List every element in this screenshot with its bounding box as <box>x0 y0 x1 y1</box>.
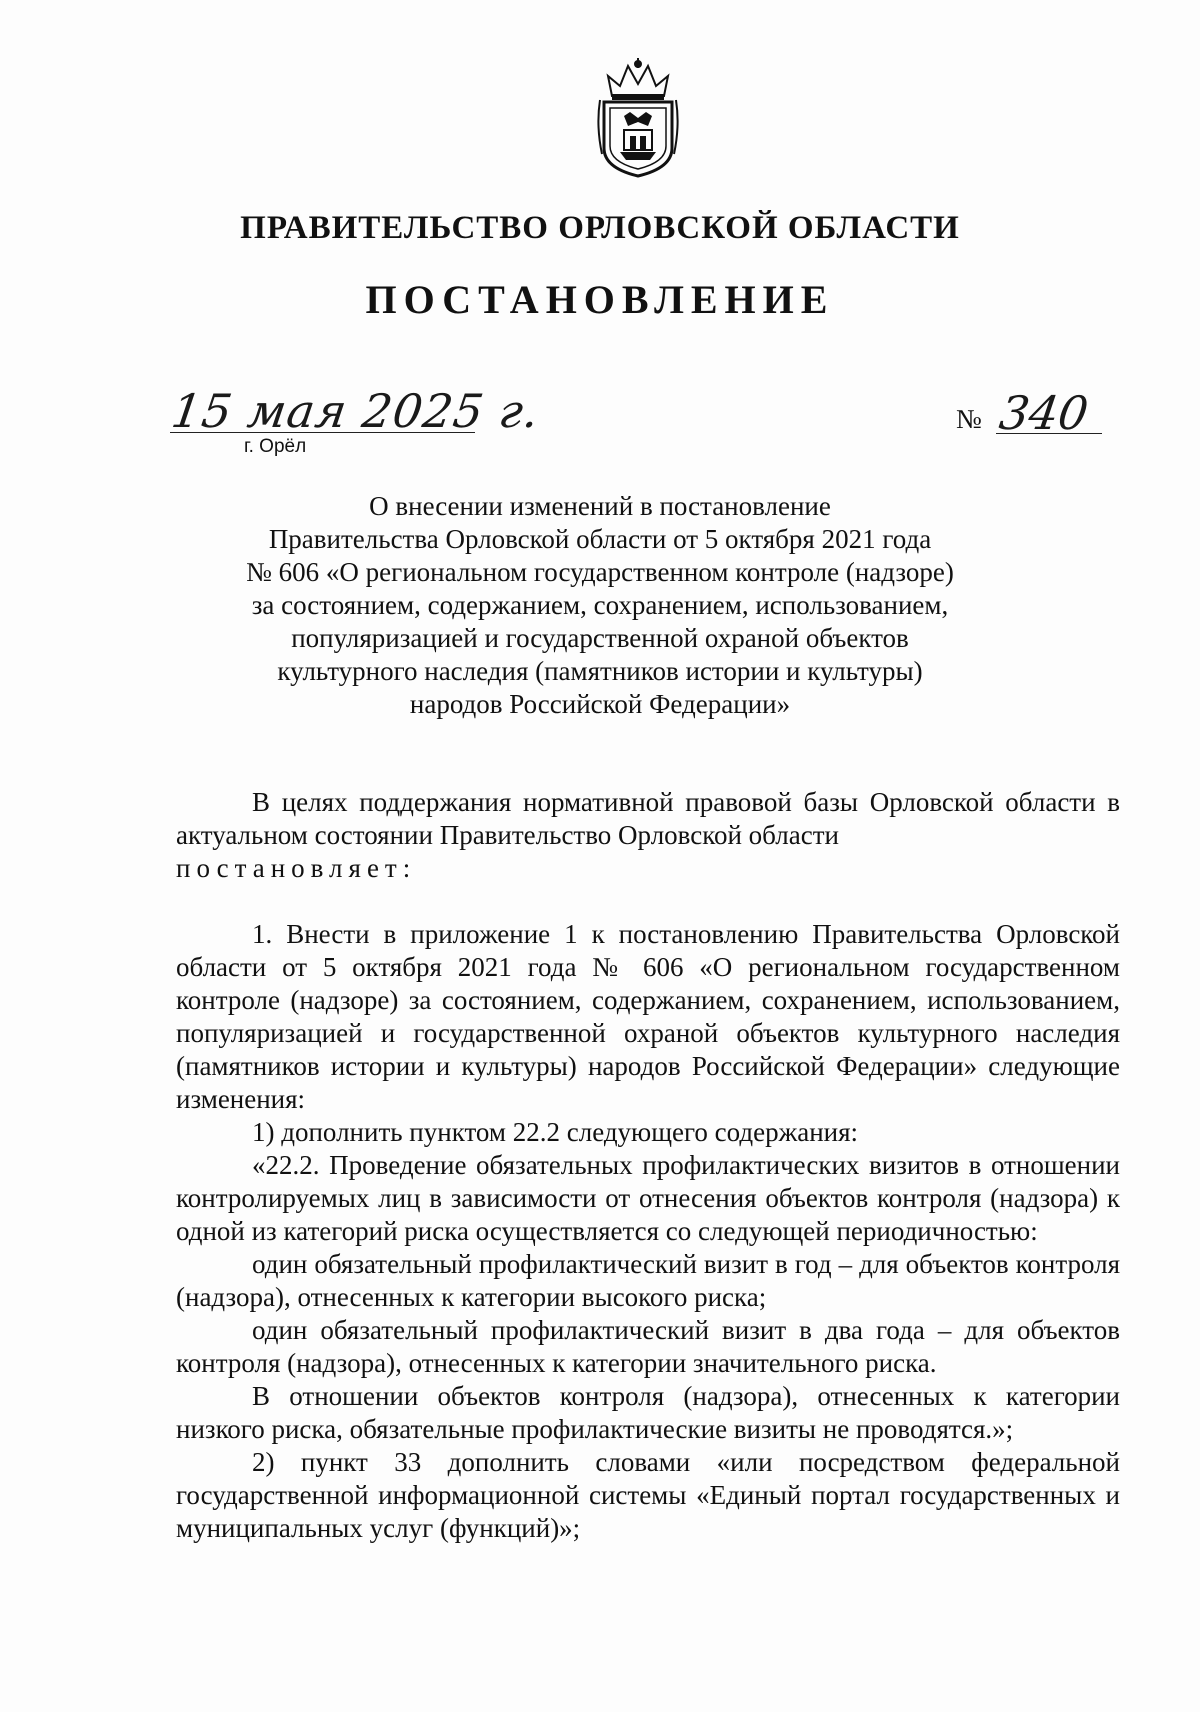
decree-word: постановляет: <box>176 853 417 883</box>
subitem-1-paragraph: 1) дополнить пунктом 22.2 следующего содержания: <box>252 1117 859 1147</box>
quote-22-2-paragraph: «22.2. Проведение обязательных профилактических визитов в отношении контролируемых лиц в зависимости от отнесения объектов контроля (надзора) к одной из категорий риска осуществляется со следующей периодичностью: <box>176 1150 1120 1246</box>
subject-line: популяризацией и государственной охраной объектов <box>291 623 909 653</box>
subject-line: народов Российской Федерации» <box>409 689 791 719</box>
city-label: г. Орёл <box>244 436 307 457</box>
paragraph-gap <box>176 885 1120 918</box>
document-subject <box>240 490 960 721</box>
subject-line: культурного наследия (памятников истории и культуры) <box>277 656 923 686</box>
government-title: ПРАВИТЕЛЬСТВО ОРЛОВСКОЙ ОБЛАСТИ <box>240 210 960 246</box>
number-underline <box>996 433 1102 434</box>
document-body <box>176 786 1120 1545</box>
date-underline <box>170 432 475 433</box>
high-risk-paragraph: один обязательный профилактический визит в год – для объектов контроля (надзора), отнесенных к категории высокого риска; <box>176 1249 1120 1312</box>
preamble-paragraph: В целях поддержания нормативной правовой базы Орловской области в актуальном состоянии Правительство Орловской области <box>176 787 1120 850</box>
subject-line: Правительства Орловской области от 5 октября 2021 года <box>268 524 932 554</box>
low-risk-paragraph: В отношении объектов контроля (надзора), отнесенных к категории низкого риска, обязательные профилактические визиты не проводятся.»; <box>176 1381 1120 1444</box>
number-label: № <box>956 404 982 434</box>
significant-risk-paragraph: один обязательный профилактический визит в два года – для объектов контроля (надзора), отнесенных к категории значительного риска. <box>176 1315 1120 1378</box>
coat-of-arms-icon <box>594 56 682 178</box>
document-type-title: ПОСТАНОВЛЕНИЕ <box>365 277 835 322</box>
subject-line: № 606 «О региональном государственном контроле (надзоре) <box>246 557 954 587</box>
subject-line: О внесении изменений в постановление <box>369 491 831 521</box>
handwritten-number: 340 <box>996 386 1092 440</box>
subject-line: за состоянием, содержанием, сохранением, использованием, <box>251 590 949 620</box>
handwritten-date: 15 мая 2025 г. <box>168 384 544 438</box>
subitem-2-paragraph: 2) пункт 33 дополнить словами «или посредством федеральной государственной информационной системы «Единый портал государственных и муниципальных услуг (функций)»; <box>176 1447 1120 1543</box>
item-1-paragraph: 1. Внести в приложение 1 к постановлению Правительства Орловской области от 5 октября 2021 года № 606 «О региональном государственном контроле (надзоре) за состоянием, содержанием, сохранением, использованием, популяризацией и государственной охраной объектов культурного наследия (памятников истории и культуры) народов Российской Федерации» следующие изменения: <box>176 919 1120 1114</box>
